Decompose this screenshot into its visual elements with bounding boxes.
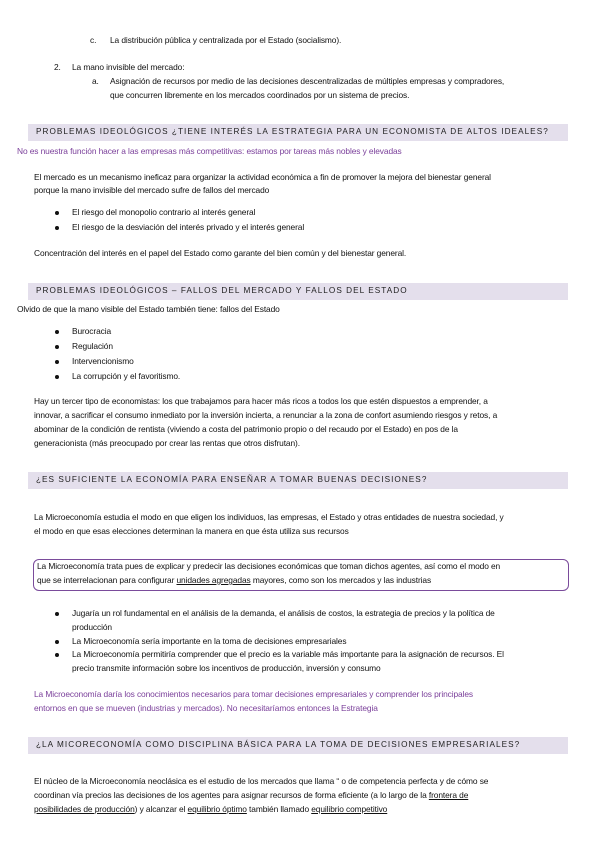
section2-paragraph-line: innovar, a sacrificar el consumo inmediato por la inversión incierta, a renunciar a la zona de confort asumiendo riesgos y retos, a xyxy=(34,410,498,420)
list-marker-c: c. xyxy=(90,35,97,45)
section2-bullet: La corrupción y el favoritismo. xyxy=(72,371,181,381)
bullet-dot xyxy=(55,653,59,657)
box-line2-start: que se interrelacionan para configurar xyxy=(37,575,177,585)
term-frontera-de: frontera de xyxy=(428,790,469,800)
section3-bullet1-line2: producción xyxy=(72,622,112,632)
bullet-dot xyxy=(55,640,59,644)
section4-line1: El núcleo de la Microeconomía neoclásica es el estudio de los mercados que llama “ o de competencia perfecta y de cómo se xyxy=(34,776,489,786)
section3-paragraph-line2: el modo en que esas elecciones determinan la manera en que ésta utiliza sus recursos xyxy=(34,526,349,536)
section2-paragraph-line: Hay un tercer tipo de economistas: los que trabajamos para hacer más ricos a todos los que estén dispuestos a emprender, a xyxy=(34,396,488,406)
bullet-dot xyxy=(55,612,59,616)
list-item-c: La distribución pública y centralizada por el Estado (socialismo). xyxy=(110,35,342,45)
bullet-dot xyxy=(55,360,59,364)
box-line1: La Microeconomía trata pues de explicar y predecir las decisiones económicas que toman dichos agentes, así como el modo en xyxy=(37,561,501,571)
section-heading-microeconomics-discipline xyxy=(28,737,568,754)
section2-intro: Olvido de que la mano visible del Estado también tiene: fallos del Estado xyxy=(17,304,280,314)
section2-bullet: Regulación xyxy=(72,341,113,351)
section4-line3-text-b: también llamado xyxy=(246,804,312,814)
section-heading-ideological-strategy xyxy=(28,124,568,141)
term-unidades-agregadas: unidades agregadas xyxy=(176,575,251,585)
bullet-dot xyxy=(55,226,59,230)
list-item-2a-line2: que concurren libremente en los mercados coordinados por un sistema de precios. xyxy=(110,90,410,100)
section1-note: No es nuestra función hacer a las empresas más competitivas: estamos por tareas más nobles y elevadas xyxy=(17,146,402,156)
box-line2 xyxy=(37,575,431,586)
section3-bullet1-line1: Jugaría un rol fundamental en el análisis de la demanda, el análisis de costos, la estrategia de precios y la política de xyxy=(72,608,495,618)
bullet-dot xyxy=(55,330,59,334)
section3-paragraph-line1: La Microeconomía estudia el modo en que eligen los individuos, las empresas, el Estado y otras entidades de nuestra sociedad, y xyxy=(34,512,504,522)
list-item-2: La mano invisible del mercado: xyxy=(72,62,185,72)
section3-bullet3-line2: precio transmite información sobre los incentivos de producción, inversión y consumo xyxy=(72,663,381,673)
section-heading-text: ¿LA MICORECONOMÍA COMO DISCIPLINA BÁSICA PARA LA TOMA DE DECISIONES EMPRESARIALES? xyxy=(36,740,521,749)
section-heading-text: PROBLEMAS IDEOLÓGICOS – FALLOS DEL MERCADO Y FALLOS DEL ESTADO xyxy=(36,286,408,295)
section4-line3-text-a: ) y alcanzar el xyxy=(134,804,188,814)
section1-conclusion: Concentración del interés en el papel del Estado como garante del bien común y del bienestar general. xyxy=(34,248,407,258)
section4-line2 xyxy=(34,790,468,801)
bullet-dot xyxy=(55,345,59,349)
bullet-dot xyxy=(55,211,59,215)
section1-paragraph-line2: porque la mano invisible del mercado sufre de fallos del mercado xyxy=(34,185,270,195)
section-heading-market-state-failures xyxy=(28,283,568,300)
section3-note-line1: La Microeconomía daría los conocimientos necesarios para tomar decisiones empresariales y comprender los principales xyxy=(34,689,474,699)
section-heading-economics-decisions xyxy=(28,472,568,489)
section-heading-text: ¿ES SUFICIENTE LA ECONOMÍA PARA ENSEÑAR A TOMAR BUENAS DECISIONES? xyxy=(36,475,428,484)
term-posibilidades-de-produccion: posibilidades de producción xyxy=(34,804,135,814)
section1-bullet: El riesgo de la desviación del interés privado y el interés general xyxy=(72,222,305,232)
box-line2-end: mayores, como son los mercados y las industrias xyxy=(250,575,432,585)
section3-bullet3-line1: La Microeconomía permitiría comprender que el precio es la variable más importante para la asignación de recursos. El xyxy=(72,649,504,659)
list-marker-2: 2. xyxy=(54,62,61,72)
section4-line2-text: coordinan vía precios las decisiones de los agentes para asignar recursos de forma eficiente (a lo largo de la xyxy=(34,790,429,800)
list-marker-2a: a. xyxy=(92,76,99,86)
list-item-2a-line1: Asignación de recursos por medio de las decisiones descentralizadas de múltiples empresas y compradores, xyxy=(110,76,505,86)
section4-line3 xyxy=(34,804,387,815)
term-equilibrio-competitivo: equilibrio competitivo xyxy=(311,804,388,814)
section-heading-text: PROBLEMAS IDEOLÓGICOS ¿TIENE INTERÉS LA ESTRATEGIA PARA UN ECONOMISTA DE ALTOS IDEALES? xyxy=(36,127,549,136)
section3-note-line2: entornos en que se mueven (industrias y mercados). No necesitaríamos entonces la Estrategia xyxy=(34,703,378,713)
section2-paragraph-line: generacionista (más preocupado por crear las rentas que otros disfrutan). xyxy=(34,438,300,448)
section3-bullet2: La Microeconomía sería importante en la toma de decisiones empresariales xyxy=(72,636,347,646)
term-equilibrio-optimo: equilibrio óptimo xyxy=(187,804,247,814)
section2-bullet: Intervencionismo xyxy=(72,356,134,366)
bullet-dot xyxy=(55,375,59,379)
section2-paragraph-line: abominar de la condición de rentista (viviendo a costa del patrimonio propio o del recaudo por el Estado) en pos de la xyxy=(34,424,458,434)
section1-paragraph-line1: El mercado es un mecanismo ineficaz para organizar la actividad económica a fin de promover la mejora del bienestar general xyxy=(34,172,491,182)
section2-bullet: Burocracia xyxy=(72,326,112,336)
section1-bullet: El riesgo del monopolio contrario al interés general xyxy=(72,207,256,217)
